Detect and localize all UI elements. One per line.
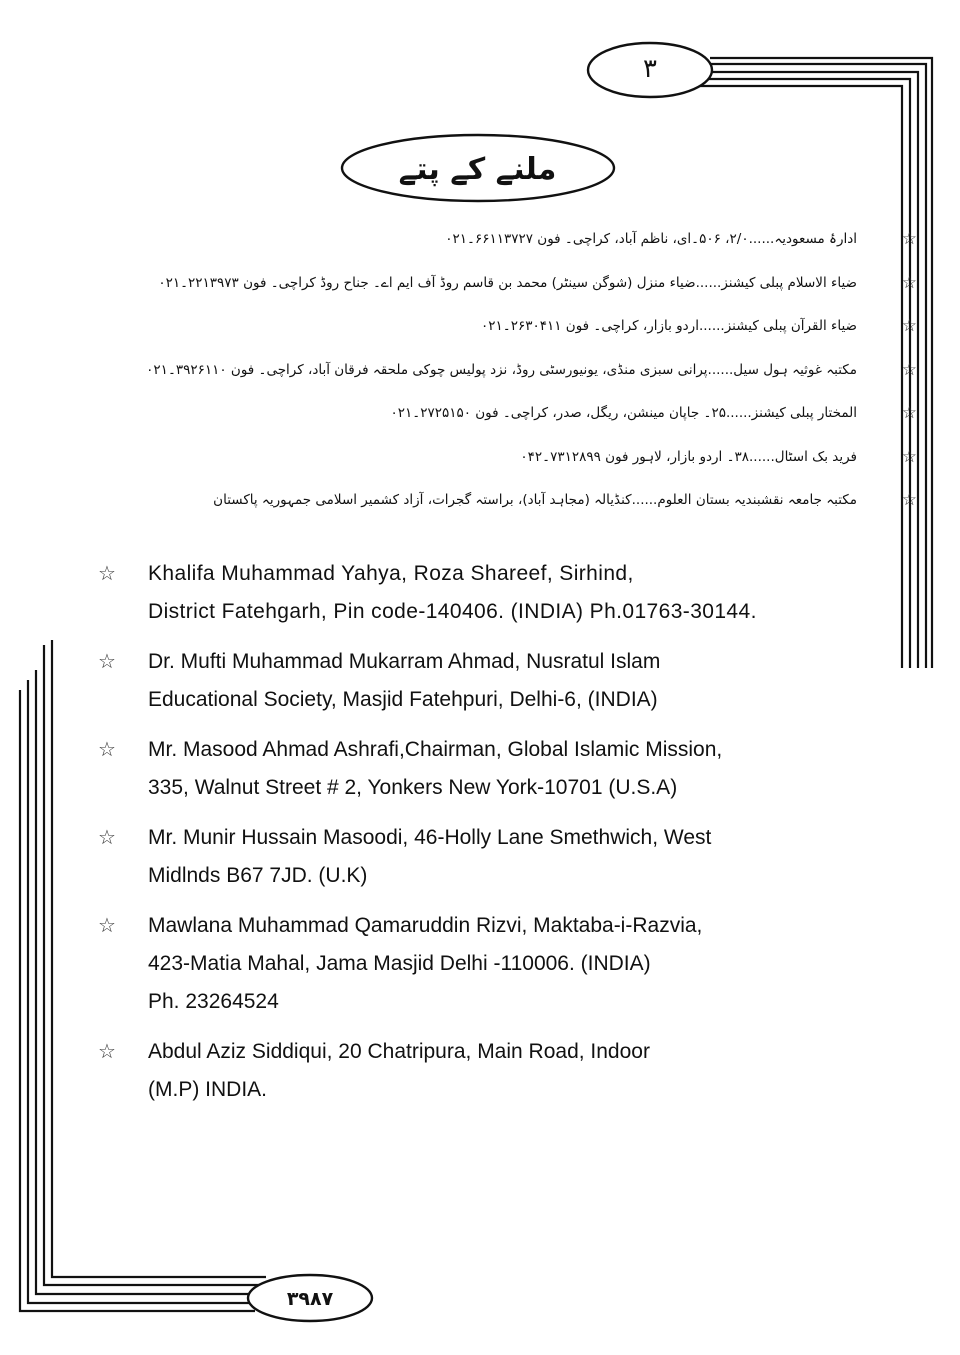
urdu-address-list [105, 218, 917, 523]
urdu-address-text: مکتبہ غوثیہ ہول سیل......پرانی سبزی منڈی، یونیورسٹی روڈ، نزد پولیس چوکی ملحقہ فرقان آباد، کراچی۔ فون ۳۹۲۶۱۱۰۔۰۲۱ [146, 361, 857, 378]
english-address-list [98, 555, 868, 1121]
star-bullet-icon: ☆ [98, 739, 116, 761]
address-line: (M.P) INDIA. [148, 1078, 267, 1101]
address-line: Dr. Mufti Muhammad Mukarram Ahmad, Nusratul Islam [148, 650, 661, 673]
address-line: Abdul Aziz Siddiqui, 20 Chatripura, Main Road, Indoor [148, 1040, 650, 1063]
address-line: District Fatehgarh, Pin code-140406. (INDIA) Ph.01763-30144. [148, 600, 757, 623]
page-heading: ملنے کے پتے [398, 151, 557, 187]
address-line: Midlnds B67 7JD. (U.K) [148, 864, 368, 887]
address-line: Khalifa Muhammad Yahya, Roza Shareef, Sirhind, [148, 562, 634, 585]
urdu-address-text: فرید بک اسٹال......۳۸۔ اردو بازار، لاہور فون ۷۳۱۲۸۹۹۔۰۴۲ [520, 448, 857, 465]
address-line: Mawlana Muhammad Qamaruddin Rizvi, Maktaba-i-Razvia, [148, 914, 703, 937]
address-line: Mr. Munir Hussain Masoodi, 46-Holly Lane Smethwich, West [148, 826, 712, 849]
urdu-address-text: المختار پبلی کیشنز......۲۵۔ جاپان مینشن، ریگل، صدر، کراچی۔ فون ۲۷۲۵۱۵۰۔۰۲۱ [390, 405, 857, 421]
urdu-address-item [105, 218, 917, 262]
urdu-address-text: ضیاء الاسلام پبلی کیشنز......ضیاء منزل (شوگن سینٹر) محمد بن قاسم روڈ آف ایم اے۔ جناح روڈ کراچی۔ فون ۲۲۱۳۹۷۳۔۰۲۱ [158, 274, 857, 291]
english-address-item [98, 1033, 868, 1109]
urdu-address-text: ادارۂ مسعودیہ......۲/۰، ۵۰۶۔ای، ناظم آباد، کراچی۔ فون ۶۶۱۱۳۷۲۷۔۰۲۱ [445, 231, 857, 247]
english-address-item [98, 643, 868, 719]
address-line: Educational Society, Masjid Fatehpuri, Delhi-6, (INDIA) [148, 688, 658, 711]
urdu-address-text: مکتبہ جامعہ نقشبندیہ بستان العلوم......کنڈیالہ (مجاہد آباد)، براستہ گجرات، آزاد کشمیر اسلامی جمہوریہ پاکستان [213, 492, 857, 508]
english-address-item [98, 819, 868, 895]
urdu-address-item [105, 479, 917, 523]
star-bullet-icon: ☆ [98, 1041, 116, 1063]
urdu-address-item [105, 392, 917, 436]
address-line: Mr. Masood Ahmad Ashrafi,Chairman, Global Islamic Mission, [148, 738, 723, 761]
address-line: 335, Walnut Street # 2, Yonkers New York-10701 (U.S.A) [148, 776, 678, 799]
star-bullet-icon: ☆ [901, 272, 917, 293]
star-bullet-icon: ☆ [901, 316, 917, 336]
english-address-item [98, 731, 868, 807]
urdu-address-text: ضیاء القرآن پبلی کیشنز......اردو بازار، کراچی۔ فون ۲۶۳۰۴۱۱۔۰۲۱ [481, 318, 857, 334]
star-bullet-icon: ☆ [901, 490, 917, 510]
star-bullet-icon: ☆ [901, 229, 917, 249]
star-bullet-icon: ☆ [98, 915, 116, 937]
page-number-top: ۳ [643, 54, 657, 84]
address-line: Ph. 23264524 [148, 990, 279, 1013]
star-bullet-icon: ☆ [98, 651, 116, 673]
urdu-address-item [105, 349, 917, 393]
urdu-address-item [105, 262, 917, 306]
star-bullet-icon: ☆ [901, 403, 917, 423]
urdu-address-item [105, 305, 917, 349]
star-bullet-icon: ☆ [98, 827, 116, 849]
english-address-item [98, 555, 868, 631]
star-bullet-icon: ☆ [901, 446, 917, 467]
star-bullet-icon: ☆ [98, 563, 117, 585]
english-address-item [98, 907, 868, 1021]
address-line: 423-Matia Mahal, Jama Masjid Delhi -110006. (INDIA) [148, 952, 651, 975]
star-bullet-icon: ☆ [901, 359, 917, 380]
page-number-bottom: ۳۹۸۷ [286, 1288, 334, 1310]
urdu-address-item [105, 436, 917, 480]
